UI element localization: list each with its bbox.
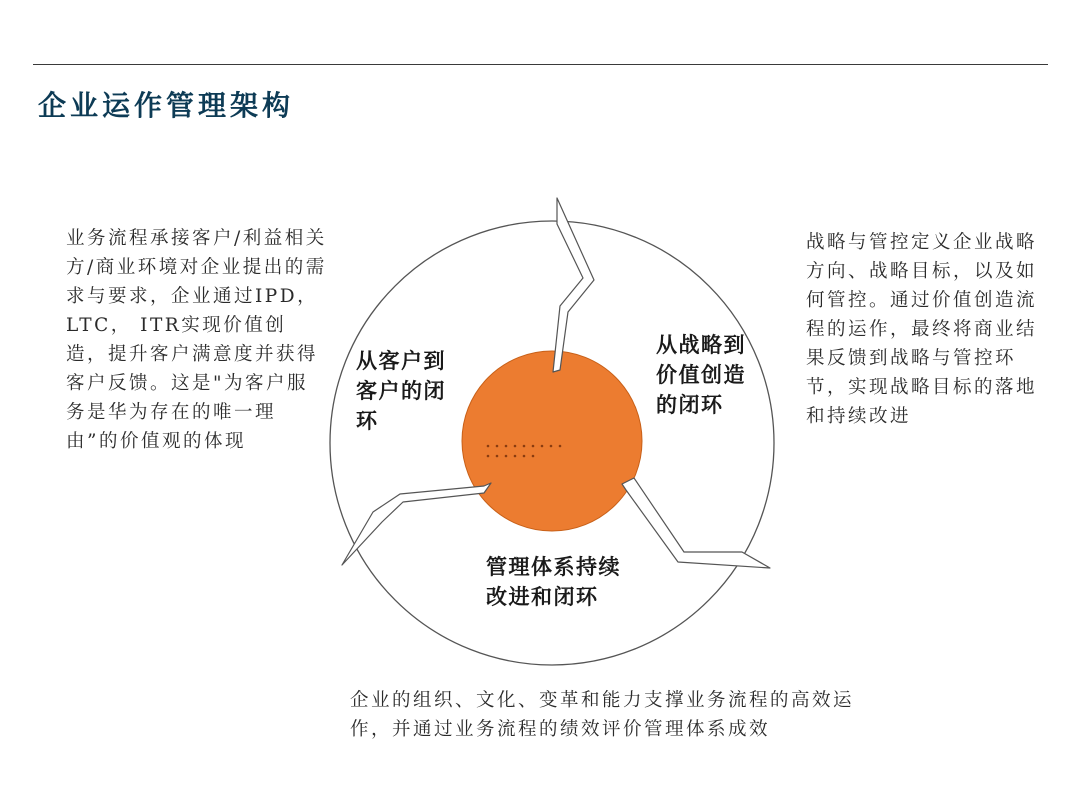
strategy-loop-label: 从战略到价值创造的闭环 bbox=[656, 332, 746, 417]
left-note: 业务流程承接客户/利益相关方/商业环境对企业提出的需求与要求，企业通过IPD， LTC， ITR实现价值创造，提升客户满意度并获得客户反馈。这是"为客户服务是华为存在的唯一理由”的价值观的体现 bbox=[66, 228, 327, 452]
left-arrow bbox=[342, 483, 491, 565]
customer-loop-label: 从客户到客户的闭环 bbox=[356, 348, 446, 433]
management-loop-label: 管理体系持续改进和闭环 bbox=[486, 554, 621, 609]
center-circle bbox=[462, 351, 642, 531]
right-arrow bbox=[622, 478, 770, 568]
bottom-note: 企业的组织、文化、变革和能力支撑业务流程的高效运作，并通过业务流程的绩效评价管理体系成效 bbox=[350, 690, 855, 740]
page-title: 企业运作管理架构 bbox=[38, 89, 295, 122]
right-note: 战略与管控定义企业战略方向、战略目标，以及如何管控。通过价值创造流程的运作，最终将商业结果反馈到战略与管控环节，实现战略目标的落地和持续改进 bbox=[806, 232, 1038, 427]
